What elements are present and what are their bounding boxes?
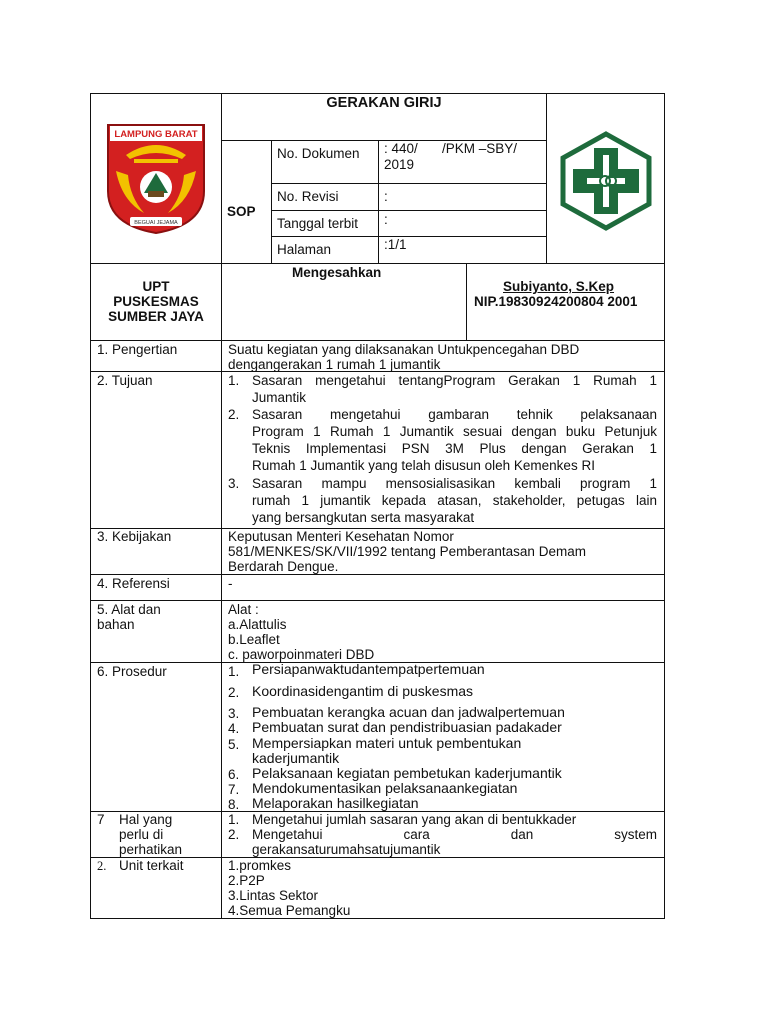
alat-item: c. paworpoinmateri DBD xyxy=(228,647,375,662)
section-number-unit: 2. xyxy=(97,859,107,873)
divider xyxy=(90,574,665,575)
list-number: 1. xyxy=(228,812,240,827)
list-number: 8. xyxy=(228,797,240,812)
tujuan-item: Sasaran mengetahui gambaran tehnik pelaksanaan xyxy=(252,407,657,422)
section-label-pengertian: 1. Pengertian xyxy=(97,342,178,357)
field-value-no-dokumen-b: /PKM –SBY/ xyxy=(442,141,518,156)
list-number: 5. xyxy=(228,737,240,752)
hal-item: gerakansaturumahsatujumantik xyxy=(252,842,441,857)
section-number-hal: 7 xyxy=(97,812,105,827)
referensi-text: - xyxy=(228,576,233,591)
table-border-left xyxy=(90,93,91,919)
org-name-line2: PUSKESMAS xyxy=(113,294,199,309)
puskesmas-logo xyxy=(559,131,653,231)
section-label-prosedur: 6. Prosedur xyxy=(97,664,167,679)
field-label-tanggal-terbit: Tanggal terbit xyxy=(277,216,359,231)
prosedur-item: Melaporakan hasilkegiatan xyxy=(252,795,419,811)
kebijakan-text: Berdarah Dengue. xyxy=(228,559,339,574)
pengertian-text: dengangerakan 1 rumah 1 jumantik xyxy=(228,357,441,372)
approval-heading: Mengesahkan xyxy=(292,265,382,280)
kebijakan-text: Keputusan Menteri Kesehatan Nomor xyxy=(228,529,454,544)
list-number: 2. xyxy=(228,685,240,700)
lampung-barat-logo xyxy=(104,121,208,235)
field-value-halaman: :1/1 xyxy=(384,237,407,252)
section-label-tujuan: 2. Tujuan xyxy=(97,373,153,388)
alat-item: b.Leaflet xyxy=(228,632,280,647)
unit-item: 1.promkes xyxy=(228,858,292,873)
field-value-no-revisi: : xyxy=(384,189,388,204)
tujuan-item: Sasaran mampu mensosialisasikan kembali program 1 xyxy=(252,476,657,491)
table-border-right xyxy=(664,93,665,919)
table-border-top xyxy=(90,93,665,94)
approver-name: Subiyanto, S.Kep xyxy=(503,279,615,294)
divider xyxy=(271,140,272,264)
section-label-alat: 5. Alat dan xyxy=(97,602,161,617)
divider xyxy=(90,600,665,601)
field-value-tanggal-terbit: : xyxy=(384,212,388,227)
list-number: 6. xyxy=(228,767,240,782)
prosedur-item: Mempersiapkan materi untuk pembentukan xyxy=(252,735,522,751)
alat-item: Alat : xyxy=(228,602,259,617)
tujuan-item: Teknis Implementasi PSN 3M Plus dengan Gerakan 1 xyxy=(252,441,657,456)
tujuan-item: Rumah 1 Jumantik yang telah disusun oleh Kemenkes RI xyxy=(252,458,595,473)
field-label-halaman: Halaman xyxy=(277,242,332,257)
prosedur-item: Pelaksanaan kegiatan pembetukan kaderjumantik xyxy=(252,765,562,781)
hal-item: Mengetahui jumlah sasaran yang akan di bentukkader xyxy=(252,812,577,827)
section-label-hal: perlu di xyxy=(119,827,164,842)
section-label-alat: bahan xyxy=(97,617,135,632)
org-name-line1: UPT xyxy=(142,279,170,294)
section-label-hal: perhatikan xyxy=(119,842,183,857)
prosedur-item: Pembuatan kerangka acuan dan jadwalpertemuan xyxy=(252,704,565,720)
list-number: 7. xyxy=(228,782,240,797)
section-label-referensi: 4. Referensi xyxy=(97,576,170,591)
sop-label: SOP xyxy=(227,204,256,219)
field-value-no-dokumen-c: 2019 xyxy=(384,157,415,172)
prosedur-item: Mendokumentasikan pelaksanaankegiatan xyxy=(252,780,518,796)
logo-banner-text: LAMPUNG BARAT xyxy=(114,129,198,140)
section-label-kebijakan: 3. Kebijakan xyxy=(97,529,172,544)
list-number: 2. xyxy=(228,407,240,422)
divider xyxy=(271,236,547,237)
unit-item: 4.Semua Pemangku xyxy=(228,903,351,918)
hal-item: Mengetahui cara dan system xyxy=(252,827,657,842)
section-label-hal: Hal yang xyxy=(119,812,173,827)
list-number: 4. xyxy=(228,721,240,736)
field-value-no-dokumen-a: : 440/ xyxy=(384,141,418,156)
prosedur-item: Pembuatan surat dan pendistribuasian padakader xyxy=(252,719,562,735)
divider xyxy=(221,93,222,919)
prosedur-item: Koordinasidengantim di puskesmas xyxy=(252,683,474,699)
tujuan-item: Program 1 Rumah 1 Jumantik sesuai dengan buku Petunjuk xyxy=(252,424,657,439)
pengertian-text: Suatu kegiatan yang dilaksanakan Untukpencegahan DBD xyxy=(228,342,580,357)
tujuan-item: yang bersangkutan serta masyarakat xyxy=(252,510,475,525)
document-title: GERAKAN GIRIJ xyxy=(326,95,442,111)
divider xyxy=(466,263,467,341)
list-number: 3. xyxy=(228,706,240,721)
unit-item: 3.Lintas Sektor xyxy=(228,888,319,903)
list-number: 3. xyxy=(228,476,240,491)
kebijakan-text: 581/MENKES/SK/VII/1992 tentang Pemberantasan Demam xyxy=(228,544,586,559)
table-border-bottom xyxy=(90,918,665,919)
tujuan-item: Sasaran mengetahui tentangProgram Gerakan 1 Rumah 1 xyxy=(252,373,657,388)
tujuan-item: Jumantik xyxy=(252,390,307,405)
prosedur-item: Persiapanwaktudantempatpertemuan xyxy=(252,661,485,677)
divider xyxy=(546,93,547,264)
list-number: 1. xyxy=(228,373,240,388)
list-number: 1. xyxy=(228,664,240,679)
divider xyxy=(90,340,665,341)
field-label-no-revisi: No. Revisi xyxy=(277,189,339,204)
section-label-unit: Unit terkait xyxy=(119,858,184,873)
tujuan-item: rumah 1 jumantik kepada atasan, stakeholder, petugas lain xyxy=(252,493,657,508)
divider xyxy=(271,183,547,184)
divider xyxy=(378,140,379,264)
divider xyxy=(90,263,665,264)
logo-motto-text: BEGUAI JEJAMA xyxy=(134,220,178,226)
list-number: 2. xyxy=(228,827,240,842)
divider xyxy=(271,210,547,211)
unit-item: 2.P2P xyxy=(228,873,265,888)
approver-nip: NIP.19830924200804 2001 xyxy=(474,294,638,309)
org-name-line3: SUMBER JAYA xyxy=(108,309,204,324)
prosedur-item: kaderjumantik xyxy=(252,750,340,766)
field-label-no-dokumen: No. Dokumen xyxy=(277,146,360,161)
alat-item: a.Alattulis xyxy=(228,617,287,632)
